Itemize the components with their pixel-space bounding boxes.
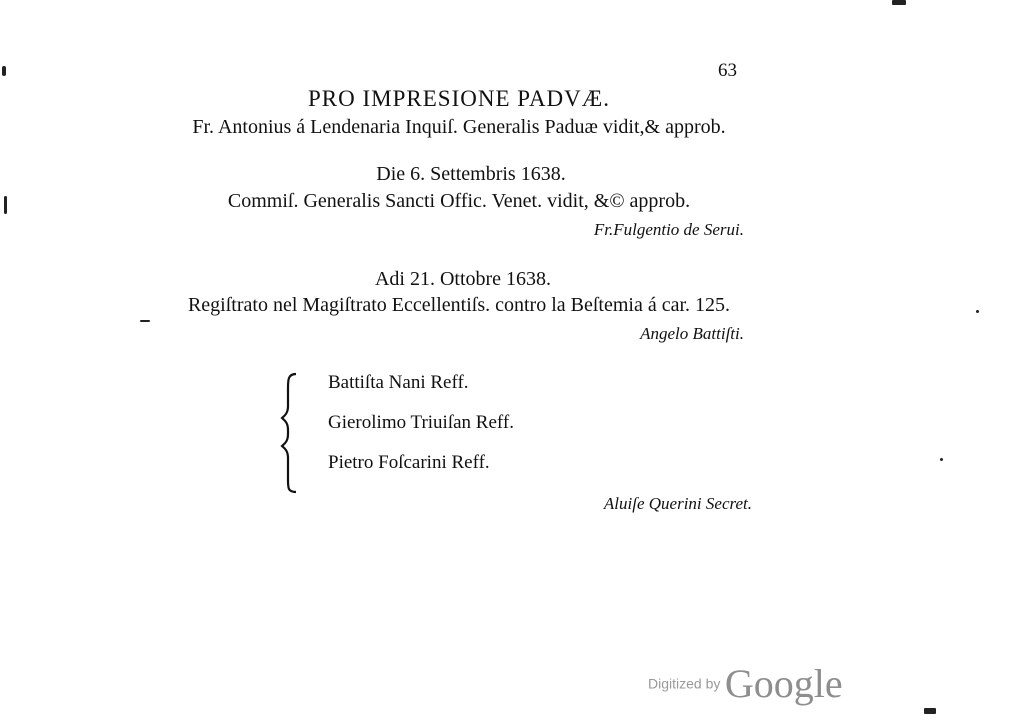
scan-speck: [924, 708, 936, 714]
scan-speck: [940, 458, 943, 461]
date-line-1: Die 6. Settembris 1638.: [376, 163, 566, 185]
date-line-2: Adi 21. Ottobre 1638.: [374, 268, 552, 290]
scan-speck: [976, 310, 979, 313]
digitized-by-google-watermark: [648, 660, 843, 707]
imprimatur-heading: PRO IMPRESIONE PADVÆ.: [308, 86, 610, 111]
signature-querini: Aluiſe Querini Secret.: [603, 494, 752, 513]
registration-line: Regiſtrato nel Magiſtrato Eccellentiſs. contro la Beſtemia á car. 125.: [187, 294, 731, 316]
brace-icon: [280, 372, 304, 494]
google-logo: Google: [724, 661, 843, 706]
signature-fulgentio: Fr.Fulgentio de Serui.: [593, 220, 744, 239]
commission-approval-line: Commiſ. Generalis Sancti Offic. Venet. vidit, &© approb.: [227, 190, 691, 212]
page-number: 63: [718, 60, 737, 81]
scan-speck: [4, 196, 7, 214]
watermark-prefix: Digitized by: [648, 675, 721, 692]
reformatore-triuisan: Gierolimo Triuiſan Reff.: [328, 412, 514, 433]
reformatore-foscarini: Pietro Foſcarini Reff.: [328, 452, 490, 473]
scan-speck: [140, 320, 150, 322]
scan-speck: [892, 0, 906, 5]
reformatore-nani: Battiſta Nani Reff.: [328, 372, 469, 393]
scan-speck: [2, 66, 6, 76]
inquisitor-approval-line: Fr. Antonius á Lendenaria Inquiſ. Generalis Paduæ vidit,& approb.: [192, 116, 726, 138]
signature-battisti: Angelo Battiſti.: [640, 324, 744, 343]
